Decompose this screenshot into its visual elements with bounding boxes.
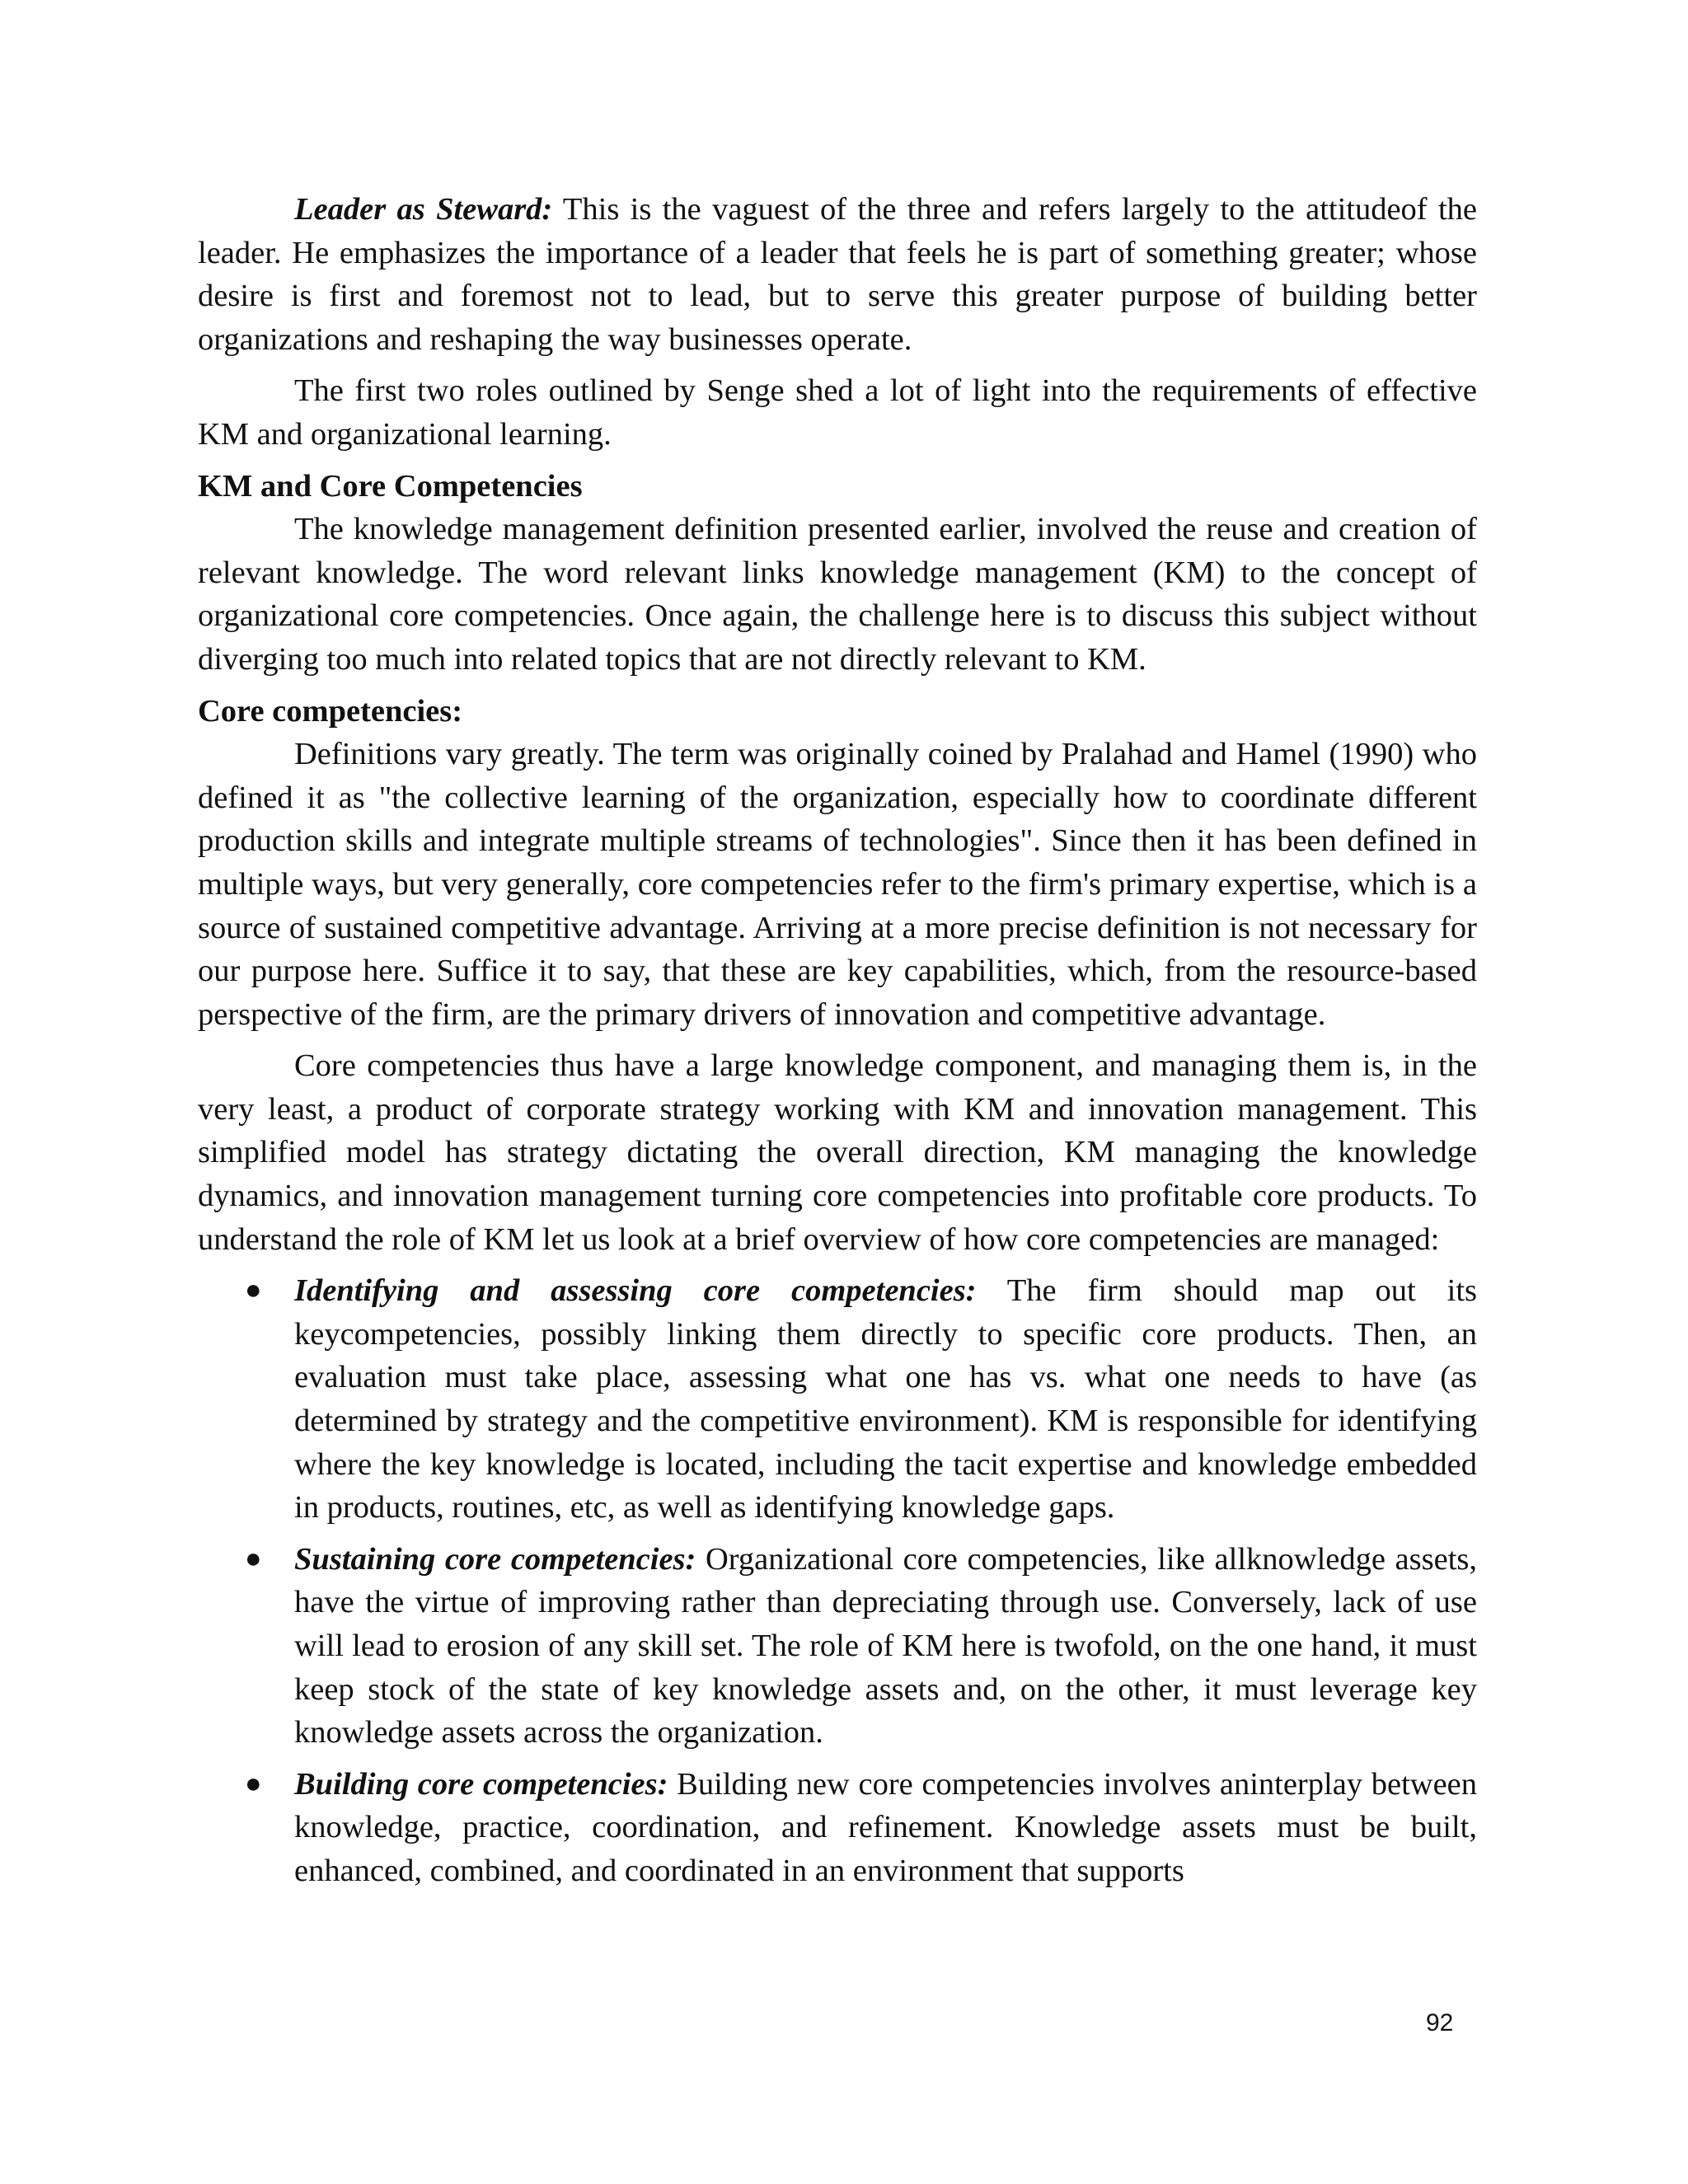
paragraph-definitions: Definitions vary greatly. The term was originally coined by Pralahad and Hamel (1990) who defined it as "the collective learning of the organization, especially how to coordinate different production skills and integrate multiple streams of technologies". Since then it has been defined in multiple ways, but very generally, core competencies refer to the firm's primary expertise, which is a source of sustained competitive advantage. Arriving at a more precise definition is not necessary for our purpose here. Suffice it to say, that these are key capabilities, which, from the resource-based perspective of the firm, are the primary drivers of innovation and competitive advantage.: [198, 737, 1477, 1032]
bullet-label: Building core competencies:: [294, 1766, 668, 1802]
bullet-icon: ●: [245, 1543, 262, 1574]
leader-as-steward-label: Leader as Steward:: [294, 192, 553, 227]
paragraph-knowledge-component: Core competencies thus have a large knowledge component, and managing them is, in the very least, a product of corporate strategy working with KM and innovation management. This simplified model has strategy dictating the overall direction, KM managing the knowledge dynamics, and innovation management turning core competencies into profitable core products. To understand the role of KM let us look at a brief overview of how core competencies are managed:: [198, 1048, 1477, 1257]
paragraph-senge-roles: The first two roles outlined by Senge shed a lot of light into the requirements of effective KM and organizational learning.: [198, 373, 1477, 452]
heading-core-competencies: Core competencies:: [198, 693, 463, 729]
bullet-text: Organizational core competencies, like allknowledge assets, have the virtue of improving rather than depreciating through use. Conversely, lack of use will lead to erosion of any skill set. The role of KM here is twofold, on the one hand, it must keep stock of the state of key knowledge assets and, on the other, it must leverage key knowledge assets across the organization.: [294, 1541, 1478, 1750]
leader-as-steward-text: This is the vaguest of the three and refers largely to the attitudeof the leader. He emphasizes the importance of a leader that feels he is part of something greater; whose desire is first and foremost not to lead, but to serve this greater purpose of building better organizations and reshaping the way businesses operate.: [198, 192, 1478, 357]
bullet-icon: ●: [245, 1275, 262, 1306]
competency-management-list: [198, 1269, 1477, 1892]
list-item-sustaining: [198, 1538, 1477, 1755]
page-number: 92: [1426, 2009, 1454, 2036]
bullet-label: Sustaining core competencies:: [294, 1541, 696, 1577]
list-item-building: [198, 1763, 1477, 1893]
document-page: [198, 188, 1477, 1893]
paragraph-leader-as-steward: [198, 188, 1477, 361]
paragraph-km-definition: The knowledge management definition presented earlier, involved the reuse and creation of relevant knowledge. The word relevant links knowledge management (KM) to the concept of organizational core competencies. Once again, the challenge here is to discuss this subject without diverging too much into related topics that are not directly relevant to KM.: [198, 512, 1477, 677]
bullet-icon: ●: [245, 1768, 262, 1799]
bullet-label: Identifying and assessing core competencies:: [294, 1273, 977, 1309]
heading-km-and-core-competencies: KM and Core Competencies: [198, 468, 583, 504]
list-item-identifying: [198, 1269, 1477, 1530]
bullet-text: The firm should map out its keycompetencies, possibly linking them directly to specific core products. Then, an evaluation must take place, assessing what one has vs. what one needs to have (as determined by strategy and the competitive environment). KM is responsible for identifying where the key knowledge is located, including the tacit expertise and knowledge embedded in products, routines, etc, as well as identifying knowledge gaps.: [294, 1273, 1477, 1526]
bullet-text: Building new core competencies involves aninterplay between knowledge, practice, coordination, and refinement. Knowledge assets must be built, enhanced, combined, and coordinated in an environment that supports: [294, 1766, 1478, 1888]
